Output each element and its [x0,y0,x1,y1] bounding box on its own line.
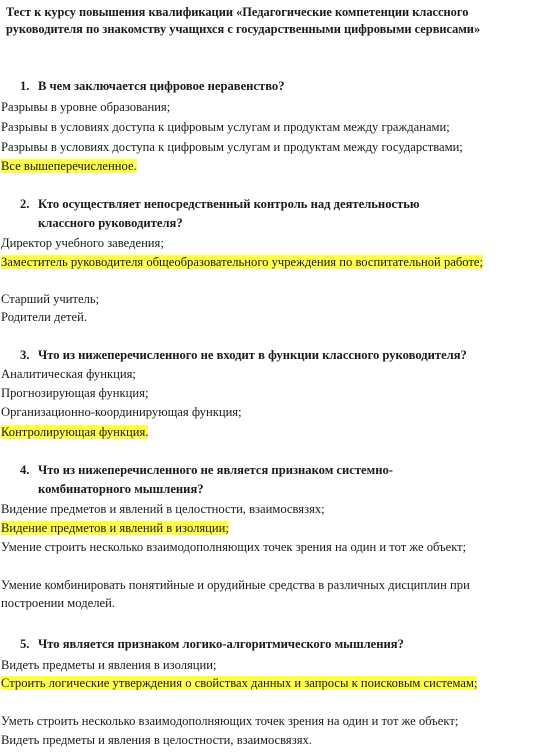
question-5 [20,635,535,654]
document-title: Тест к курсу повышения квалификации «Педагогические компетенции классного руководителя по знакомству учащихся с государственными цифровыми сервисами» [6,5,481,36]
answer-option: Родители детей. [1,310,88,324]
question-number: 4. [20,463,30,477]
answer-option: Видеть предметы и явления в изоляции; [1,658,217,672]
question-text: В чем заключается цифровое неравенство? [38,79,285,93]
answer-option: Старший учитель; [1,292,100,306]
question-text-continued: классного руководителя? [38,216,183,230]
question-text: Кто осуществляет непосредственный контроль над деятельностью [38,197,420,211]
question-1 [20,77,535,96]
correct-answer-highlight: Контролирующая функция. [1,425,149,439]
answer-option: Разрывы в условиях доступа к цифровым услугам и продуктам между гражданами; [1,120,450,134]
answer-option: Организационно-координирующая функция; [1,405,242,419]
answer-option: Видение предметов и явлений в целостности, взаимосвязях; [1,502,325,516]
correct-answer-highlight: Строить логические утверждения о свойствах данных и запросы к поисковым системам; [1,676,478,690]
question-2 [20,195,535,233]
question-number: 5. [20,637,30,651]
question-4 [20,461,535,499]
answer-option: Умение строить несколько взаимодополняющих точек зрения на один и тот же объект; [1,540,467,554]
question-number: 2. [20,197,30,211]
correct-answer-highlight: Все вышеперечисленное. [1,159,137,173]
answer-option: Уметь строить несколько взаимодополняющих точек зрения на один и тот же объект; [1,714,459,728]
answer-option: Разрывы в уровне образования; [1,100,171,114]
answer-option: Прогнозирующая функция; [1,386,149,400]
answer-option: Аналитическая функция; [1,367,136,381]
correct-answer-highlight: Заместитель руководителя общеобразовательного учреждения по воспитательной работе; [1,255,483,269]
answer-option: Умение комбинировать понятийные и орудийные средства в различных дисциплин при построении моделей. [1,578,470,610]
question-text: Что является признаком логико-алгоритмического мышления? [38,637,404,651]
question-3 [20,346,535,365]
answer-option: Видеть предметы и явления в целостности, взаимосвязях. [1,733,312,747]
question-number: 3. [20,348,30,362]
question-text: Что из нижеперечисленного не является признаком системно- [38,463,393,477]
answer-option: Разрывы в условиях доступа к цифровым услугам и продуктам между государствами; [1,140,463,154]
question-text-continued: комбинаторного мышления? [38,482,204,496]
answer-option: Директор учебного заведения; [1,236,164,250]
correct-answer-highlight: Видение предметов и явлений в изоляции; [1,521,229,535]
question-text: Что из нижеперечисленного не входит в функции классного руководителя? [38,348,467,362]
question-number: 1. [20,79,30,93]
